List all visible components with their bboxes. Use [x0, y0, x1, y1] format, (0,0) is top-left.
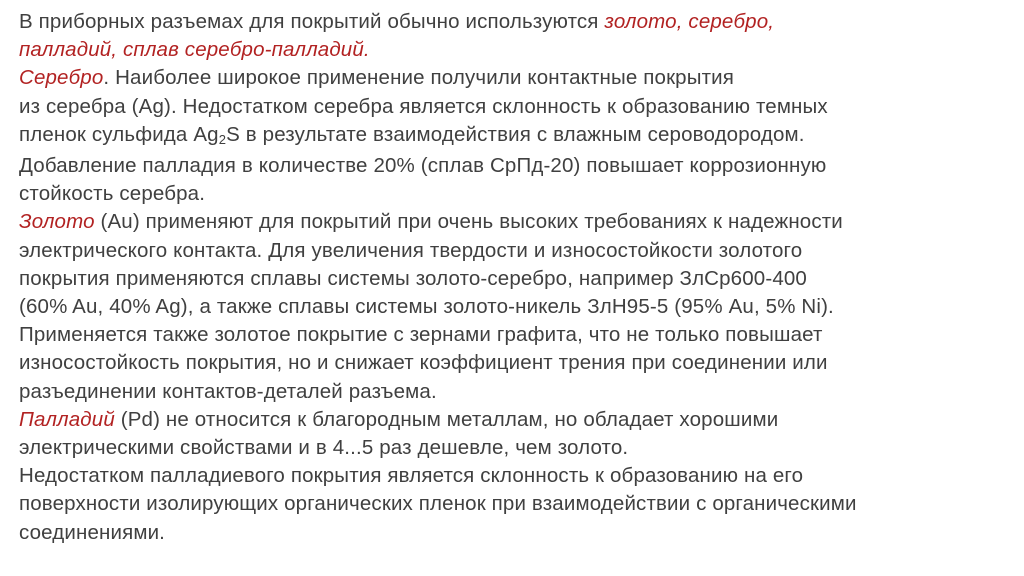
text-run: пленок сульфида Ag — [19, 122, 219, 146]
text-run: (Pd) не относится к благородным металлам, но обладает хорошими — [114, 407, 779, 431]
subscript: 2 — [218, 131, 227, 147]
text-line — [19, 462, 1009, 490]
highlight-gold: Золото — [19, 210, 95, 234]
text-run: S в результате взаимодействия с влажным сероводородом. — [226, 122, 805, 146]
text-run: . Наиболее широкое применение получили контактные покрытия — [103, 66, 735, 90]
text-run: разъединении контактов-деталей разъема. — [19, 379, 437, 403]
text-run: поверхности изолирующих органических пленок при взаимодействии с органическими — [19, 492, 857, 516]
text-run: соединениями. — [19, 520, 166, 544]
text-run: износостойкость покрытия, но и снижает коэффициент трения при соединении или — [19, 351, 828, 375]
text-run: Недостатком палладиевого покрытия является склонность к образованию на его — [19, 464, 804, 488]
highlight-palladium: Палладий — [19, 407, 115, 431]
text-line — [19, 349, 1009, 377]
text-run: (60% Au, 40% Ag), а также сплавы системы золото-никель ЗлН95-5 (95% Au, 5% Ni). — [19, 295, 834, 319]
text-run: из серебра (Ag). Недостатком серебра является склонность к образованию темных — [19, 94, 828, 118]
text-run: В приборных разъемах для покрытий обычно используются — [19, 10, 605, 33]
text-run: (Au) применяют для покрытий при очень высоких требованиях к надежности — [94, 210, 843, 234]
text-run: электрического контакта. Для увеличения твердости и износостойкости золотого — [19, 238, 803, 262]
text-run: стойкость серебра. — [19, 182, 206, 206]
text-line — [19, 208, 1009, 236]
text-line — [19, 121, 1009, 149]
highlight-metals: золото, серебро, — [604, 10, 775, 33]
text-line — [19, 378, 1009, 406]
text-line — [19, 36, 1009, 64]
text-line — [19, 152, 1009, 180]
text-run: электрическими свойствами и в 4...5 раз дешевле, чем золото. — [19, 436, 629, 460]
highlight-silver: Серебро — [19, 66, 104, 90]
text-line — [19, 406, 1009, 434]
text-line — [19, 180, 1009, 208]
body-text — [19, 8, 1009, 547]
text-line — [19, 93, 1009, 121]
text-line — [19, 8, 1009, 36]
text-line — [19, 64, 1009, 92]
text-line — [19, 434, 1009, 462]
text-run: Применяется также золотое покрытие с зернами графита, что не только повышает — [19, 323, 823, 347]
text-line — [19, 321, 1009, 349]
text-line — [19, 490, 1009, 518]
highlight-metals: палладий, сплав серебро-палладий. — [19, 38, 370, 62]
text-line — [19, 265, 1009, 293]
text-run: покрытия применяются сплавы системы золото-серебро, например ЗлСр600-400 — [19, 266, 807, 290]
text-run: Добавление палладия в количестве 20% (сплав СрПд-20) повышает коррозионную — [19, 154, 827, 178]
text-line — [19, 519, 1009, 547]
text-line — [19, 293, 1009, 321]
text-line — [19, 237, 1009, 265]
